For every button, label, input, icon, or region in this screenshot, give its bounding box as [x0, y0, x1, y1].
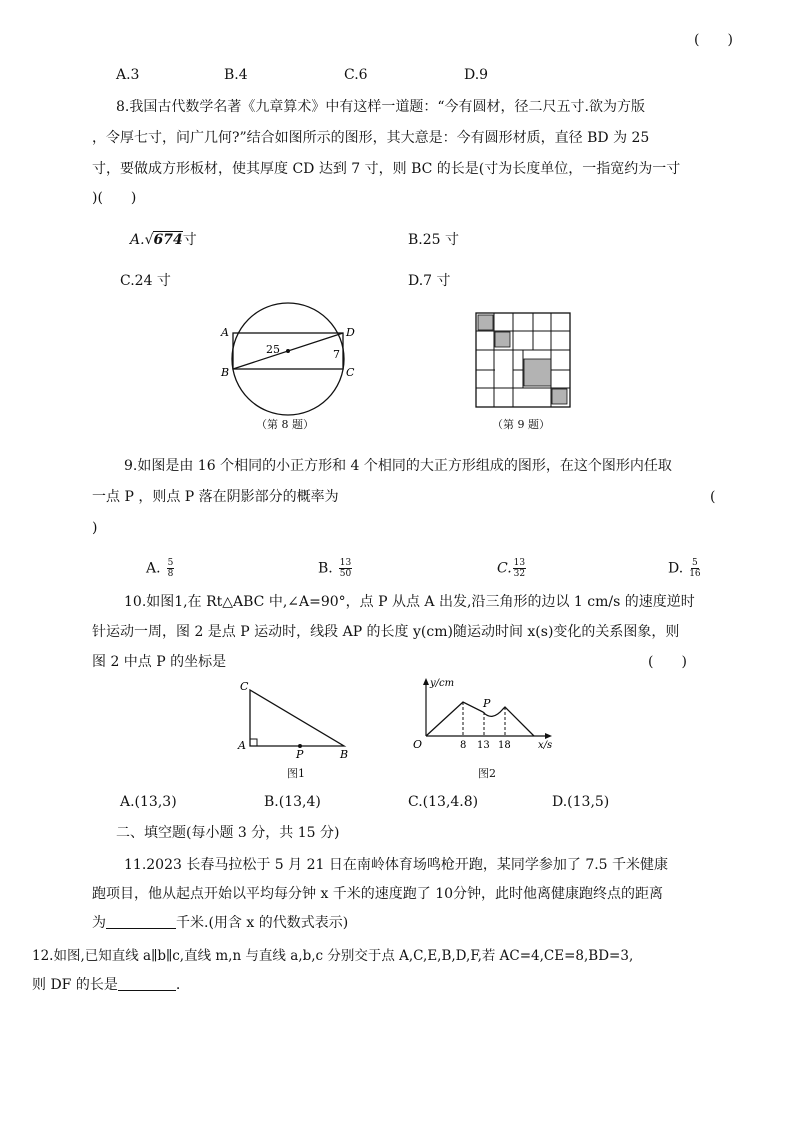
q8-label-a: A [221, 326, 229, 339]
q8-option-a [130, 230, 197, 250]
q9-figure [475, 312, 575, 412]
q9-option-b [318, 558, 352, 579]
q10-option-a: A.(13,3) [120, 794, 177, 810]
q8-line-2: ，令厚七寸，问广几何?”结合如图所示的图形，其大意是：今有圆形材质，直径 BD 为 25 [92, 130, 650, 146]
q8-center-point [286, 349, 290, 353]
q8-option-c: C.24 寸 [120, 273, 171, 289]
q9-option-d-fraction [689, 558, 700, 579]
q9-figure-caption: （第 9 题） [492, 418, 550, 431]
sqrt-icon: √ [144, 232, 154, 248]
q8-label-diameter: 25 [266, 343, 280, 356]
q10-fig1-label-p: P [296, 748, 304, 761]
section-2-heading: 二、填空题(每小题 3 分，共 15 分) [116, 825, 340, 841]
q9-option-c-fraction [513, 558, 526, 579]
q7-option-a: A.3 [116, 67, 140, 83]
q10-answer-bracket: ( ) [648, 654, 687, 670]
q11-line-1: 11.2023 长春马拉松于 5 月 21 日在南岭体育场鸣枪开跑，某同学参加了 7.5 千米健康 [124, 857, 669, 873]
q10-figure-2-caption: 图2 [478, 767, 496, 780]
fraction-numerator: 5 [167, 558, 174, 568]
q9-shaded-cell [478, 315, 493, 330]
q9-option-c [497, 558, 526, 579]
fraction-denominator: 32 [513, 569, 526, 579]
q12-line-2-prefix: 则 DF 的长是 [32, 977, 118, 993]
q8-figure [220, 314, 370, 424]
q10-line-3: 图 2 中点 P 的坐标是 [92, 654, 227, 670]
q8-label-d: D [346, 326, 355, 339]
q8-option-d: D.7 寸 [408, 273, 451, 289]
q12-line-2-suffix: . [175, 977, 181, 993]
x-axis-arrow-icon [545, 733, 552, 739]
q10-option-d: D.(13,5) [552, 794, 610, 810]
q10-fig2-y-label: y/cm [430, 678, 455, 689]
q9-option-b-label: B. [318, 560, 333, 577]
q9-shaded-cell [495, 332, 510, 347]
right-angle-mark-icon [250, 739, 257, 746]
q10-fig2-origin: O [413, 738, 423, 751]
q9-option-d-label: D. [668, 560, 684, 577]
q8-line-4: )( ) [92, 190, 137, 206]
fraction-numerator: 13 [513, 558, 526, 568]
q12-line-1: 12.如图,已知直线 a∥b∥c,直线 m,n 与直线 a,b,c 分别交于点 A,C,E,B,D,F,若 AC=4,CE=8,BD=3, [32, 948, 634, 964]
q10-figure-1 [234, 678, 354, 768]
q8-option-a-label: A. [130, 232, 145, 248]
q8-option-b: B.25 寸 [408, 232, 460, 248]
q8-label-side: 7 [333, 348, 340, 361]
q10-graph-curve [426, 702, 534, 736]
q9-option-c-label: C. [497, 560, 512, 577]
q9-answer-bracket-open: ( [710, 489, 716, 505]
q10-triangle [250, 690, 344, 746]
q10-option-c: C.(13,4.8) [408, 794, 479, 810]
q7-option-d: D.9 [464, 67, 489, 83]
q10-fig2-tick-8: 8 [460, 740, 467, 751]
q9-option-b-fraction [339, 558, 352, 579]
q11-line-3-suffix: 千米.(用含 x 的代数式表示) [176, 915, 349, 931]
q8-label-c: C [346, 366, 355, 379]
fraction-denominator: 16 [689, 569, 701, 579]
q9-option-d [668, 558, 701, 579]
q8-option-a-unit: 寸 [182, 232, 197, 248]
q10-line-2: 针运动一周，图 2 是点 P 运动时，线段 AP 的长度 y(cm)随运动时间 x(s)变化的关系图象，则 [92, 624, 680, 640]
q10-option-b: B.(13,4) [264, 794, 321, 810]
q9-option-a-fraction [167, 558, 175, 579]
fraction-denominator: 8 [167, 569, 174, 579]
fraction-numerator: 13 [339, 558, 352, 568]
q9-shaded-large-square [524, 359, 551, 386]
q8-circle [232, 303, 344, 415]
q8-option-a-radicand: 674 [153, 232, 183, 248]
q8-label-b: B [221, 366, 230, 379]
q10-fig1-label-b: B [340, 748, 349, 761]
q10-fig2-x-label: x/s [538, 740, 553, 751]
q11-line-3-prefix: 为 [92, 915, 106, 931]
q11-line-3 [92, 913, 348, 933]
q8-line-3: 寸，要做成方形板材，使其厚度 CD 达到 7 寸，则 BC 的长是(寸为长度单位，一指宽约为一寸 [92, 161, 681, 177]
q10-fig1-label-c: C [240, 680, 249, 693]
q12-answer-blank[interactable] [118, 976, 176, 991]
q8-line-1: 8.我国古代数学名著《九章算术》中有这样一道题：“今有圆材，径二尺五寸.欲为方版 [116, 99, 645, 115]
q12-line-2 [32, 975, 180, 995]
y-axis-arrow-icon [423, 678, 429, 685]
q9-line-2: 一点 P ，则点 P 落在阴影部分的概率为 [92, 489, 339, 505]
q9-large-square [513, 331, 551, 350]
q10-fig2-label-p: P [483, 697, 491, 710]
q10-fig2-tick-18: 18 [498, 740, 511, 751]
q10-figure-1-caption: 图1 [287, 767, 305, 780]
fraction-denominator: 50 [339, 569, 352, 579]
q9-line-3: ) [92, 520, 98, 536]
q10-figure-2 [410, 672, 560, 762]
q10-fig2-tick-13: 13 [477, 740, 490, 751]
q8-figure-caption: （第 8 题） [256, 418, 314, 431]
q7-option-c: C.6 [344, 67, 368, 83]
q11-answer-blank[interactable] [106, 914, 176, 929]
q9-option-a [146, 558, 174, 579]
fraction-numerator: 5 [692, 558, 698, 568]
top-answer-bracket: ( ) [694, 32, 733, 48]
q9-line-1: 9.如图是由 16 个相同的小正方形和 4 个相同的大正方形组成的图形，在这个图形内任取 [124, 458, 672, 474]
q9-option-a-label: A. [146, 560, 161, 577]
q9-shaded-cell [552, 389, 567, 404]
q10-fig1-label-a: A [238, 739, 246, 752]
q10-line-1: 10.如图1,在 Rt△ABC 中,∠A=90°，点 P 从点 A 出发,沿三角形的边以 1 cm/s 的速度逆时 [124, 594, 695, 610]
q11-line-2: 跑项目，他从起点开始以平均每分钟 x 千米的速度跑了 10分钟，此时他离健康跑终点的距离 [92, 886, 664, 902]
q7-option-b: B.4 [224, 67, 248, 83]
